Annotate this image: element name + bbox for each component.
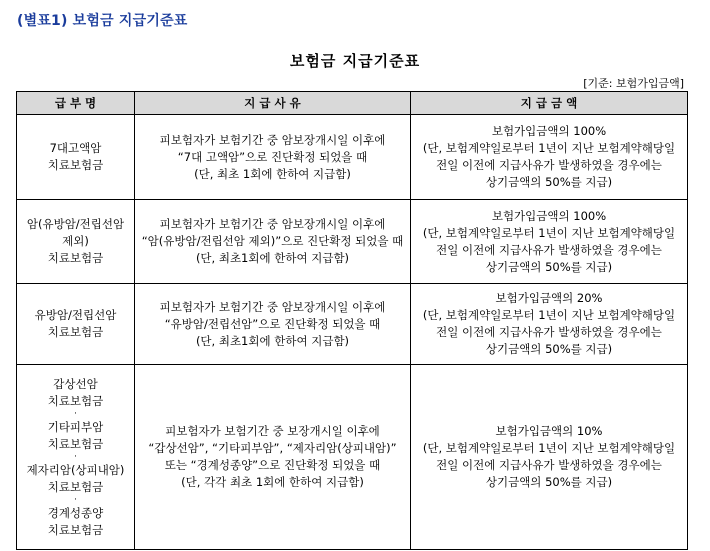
benefit-line: 치료보험금: [47, 325, 104, 339]
table-header-row: [17, 92, 688, 115]
reason-line: (단, 각각 최초 1회에 한하여 지급함): [181, 475, 364, 489]
amount-line: 전일 이전에 지급사유가 발생하였을 경우에는: [436, 158, 662, 172]
reason-line: 피보험자가 보험기간 중 암보장개시일 이후에: [159, 299, 386, 314]
reason-cell: [135, 365, 411, 550]
payment-criteria-table: [16, 91, 688, 550]
benefit-line: 치료보험금: [47, 393, 104, 408]
reason-line: (단, 최초1회에 한하여 지급함): [195, 333, 350, 348]
amount-line: (단, 보험계약일로부터 1년이 지난 보험계약해당일: [422, 441, 676, 455]
reason-line: “7대 고액암”으로 진단확정 되었을 때: [177, 149, 368, 164]
reason-cell: [135, 284, 411, 365]
table-row: [17, 200, 688, 284]
separator-dot: ·: [74, 408, 77, 419]
amount-line: 상기금액의 50%를 지급): [485, 342, 613, 356]
amount-cell: [411, 284, 688, 365]
benefit-line: 경계성종양: [47, 505, 104, 520]
benefit-line: 치료보험금: [47, 251, 104, 265]
benefit-cell: [17, 115, 135, 200]
amount-line: 보험가입금액의 100%: [491, 124, 607, 138]
amount-line: 상기금액의 50%를 지급): [485, 259, 613, 274]
amount-line: 전일 이전에 지급사유가 발생하였을 경우에는: [436, 242, 662, 257]
reason-line: (단, 최초 1회에 한하여 지급함): [194, 166, 351, 181]
reason-line: “유방암/전립선암”으로 진단확정 되었을 때: [164, 316, 381, 331]
separator-dot: ·: [74, 494, 77, 505]
reason-line: 또는 “경계성종양”으로 진단확정 되었을 때: [164, 458, 381, 472]
table-row: [17, 365, 688, 550]
basis-note: [기준: 보험가입금액]: [583, 77, 684, 90]
amount-line: 상기금액의 50%를 지급): [485, 175, 613, 189]
benefit-line: 암(유방암/전립선암: [26, 217, 125, 231]
reason-cell: [135, 115, 411, 200]
amount-line: (단, 보험계약일로부터 1년이 지난 보험계약해당일: [422, 225, 676, 240]
benefit-line: 치료보험금: [47, 522, 104, 537]
reason-line: “갑상선암”, “기타피부암”, “제자리암(상피내암)”: [148, 441, 397, 455]
amount-line: 상기금액의 50%를 지급): [485, 475, 613, 489]
table-row: [17, 115, 688, 200]
benefit-line: 치료보험금: [47, 436, 104, 451]
benefit-line: 기타피부암: [47, 419, 104, 434]
benefit-line: 7대고액암: [49, 141, 102, 155]
amount-line: 보험가입금액의 20%: [495, 291, 603, 305]
benefit-line: 치료보험금: [47, 479, 104, 494]
column-header-benefit: 급 부 명: [17, 92, 135, 115]
amount-line: 보험가입금액의 100%: [491, 208, 607, 223]
table-row: [17, 284, 688, 365]
benefit-line: 갑상선암: [53, 376, 98, 391]
amount-line: 전일 이전에 지급사유가 발생하였을 경우에는: [436, 325, 662, 339]
amount-cell: [411, 115, 688, 200]
benefit-line: 제자리암(상피내암): [26, 462, 125, 477]
benefit-cell: [17, 284, 135, 365]
reason-line: 피보험자가 보험기간 중 암보장개시일 이후에: [159, 132, 386, 147]
reason-line: 피보험자가 보험기간 중 보장개시일 이후에: [165, 424, 380, 438]
benefit-line: 유방암/전립선암: [34, 308, 117, 322]
annex-label: (별표1) 보험금 지급기준표: [17, 13, 188, 29]
amount-line: (단, 보험계약일로부터 1년이 지난 보험계약해당일: [422, 141, 676, 155]
amount-cell: [411, 200, 688, 284]
amount-line: 보험가입금액의 10%: [495, 424, 603, 438]
reason-line: “암(유방암/전립선암 제외)”으로 진단확정 되었을 때: [141, 234, 404, 248]
benefit-line: 치료보험금: [47, 158, 104, 172]
column-header-reason: 지 급 사 유: [135, 92, 411, 115]
benefit-cell: [17, 365, 135, 550]
separator-dot: ·: [74, 451, 77, 462]
reason-line: (단, 최초1회에 한하여 지급함): [195, 251, 350, 265]
amount-line: (단, 보험계약일로부터 1년이 지난 보험계약해당일: [422, 308, 676, 322]
reason-line: 피보험자가 보험기간 중 암보장개시일 이후에: [159, 217, 386, 231]
amount-cell: [411, 365, 688, 550]
amount-line: 전일 이전에 지급사유가 발생하였을 경우에는: [436, 458, 662, 472]
reason-cell: [135, 200, 411, 284]
benefit-cell: [17, 200, 135, 284]
column-header-amount: 지 급 금 액: [411, 92, 688, 115]
benefit-line: 제외): [62, 234, 89, 248]
document-title: 보험금 지급기준표: [289, 52, 421, 70]
